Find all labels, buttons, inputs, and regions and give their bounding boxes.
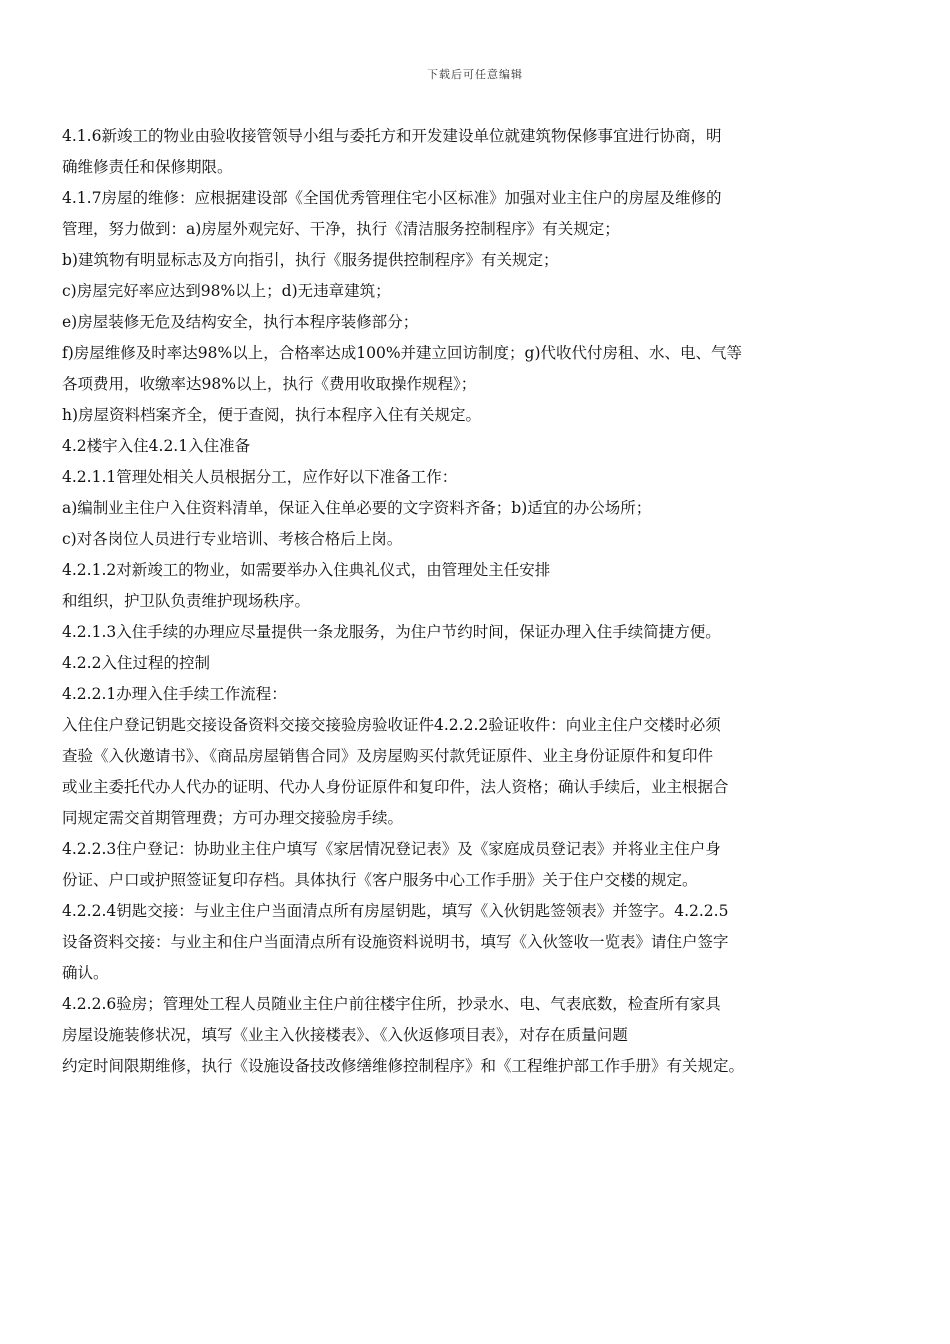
- text-line: 4.2.2入住过程的控制: [62, 654, 210, 672]
- document-body: [62, 121, 900, 1082]
- text-line: 4.1.7房屋的维修：应根据建设部《全国优秀管理住宅小区标准》加强对业主住户的房屋及维修的: [62, 189, 722, 207]
- text-line: 份证、户口或护照签证复印存档。具体执行《客户服务中心工作手册》关于住户交楼的规定。: [62, 871, 698, 889]
- text-line: 4.1.6新竣工的物业由验收接管领导小组与委托方和开发建设单位就建筑物保修事宜进行协商，明: [62, 127, 722, 145]
- text-line: 和组织，护卫队负责维护现场秩序。: [62, 592, 311, 610]
- text-line: 4.2.2.6验房；管理处工程人员随业主住户前往楼宇住所，抄录水、电、气表底数，检查所有家具: [62, 995, 721, 1013]
- text-line: f)房屋维修及时率达98%以上，合格率达成100%并建立回访制度；g)代收代付房租、水、电、气等: [62, 344, 743, 362]
- text-line: 管理，努力做到：a)房屋外观完好、干净，执行《清洁服务控制程序》有关规定；: [62, 220, 620, 238]
- text-line: 确认。: [62, 964, 109, 982]
- text-line: 4.2.2.3住户登记：协助业主住户填写《家居情况登记表》及《家庭成员登记表》并将业主住户身: [62, 840, 721, 858]
- text-line: 查验《入伙邀请书》、《商品房屋销售合同》及房屋购买付款凭证原件、业主身份证原件和复印件: [62, 747, 714, 765]
- text-line: 4.2.1.1管理处相关人员根据分工，应作好以下准备工作：: [62, 468, 458, 486]
- text-line: 4.2.1.3入住手续的办理应尽量提供一条龙服务，为住户节约时间，保证办理入住手续简捷方便。: [62, 623, 721, 641]
- text-line: 确维修责任和保修期限。: [62, 158, 233, 176]
- text-line: 4.2.2.1办理入住手续工作流程：: [62, 685, 287, 703]
- text-line: 同规定需交首期管理费；方可办理交接验房手续。: [62, 809, 404, 827]
- text-line: 设备资料交接：与业主和住户当面清点所有设施资料说明书，填写《入伙签收一览表》请住户签字: [62, 933, 729, 951]
- text-line: 各项费用，收缴率达98%以上，执行《费用收取操作规程》；: [62, 375, 477, 393]
- text-line: b)建筑物有明显标志及方向指引，执行《服务提供控制程序》有关规定；: [62, 251, 559, 269]
- page-header: 下载后可任意编辑: [427, 68, 523, 81]
- text-line: c)对各岗位人员进行专业培训、考核合格后上岗。: [62, 530, 403, 548]
- text-line: 入住住户登记钥匙交接设备资料交接交接验房验收证件4.2.2.2验证收件：向业主住户交楼时必须: [62, 716, 721, 734]
- text-line: 房屋设施装修状况，填写《业主入伙接楼表》、《入伙返修项目表》，对存在质量问题: [62, 1026, 628, 1044]
- text-line: e)房屋装修无危及结构安全，执行本程序装修部分；: [62, 313, 419, 331]
- text-line: c)房屋完好率应达到98%以上；d)无违章建筑；: [62, 282, 391, 300]
- text-line: a)编制业主住户入住资料清单，保证入住单必要的文字资料齐备；b)适宜的办公场所；: [62, 499, 652, 517]
- text-line: 约定时间限期维修，执行《设施设备技改修缮维修控制程序》和《工程维护部工作手册》有关规定。: [62, 1057, 745, 1075]
- text-line: 或业主委托代办人代办的证明、代办人身份证原件和复印件，法人资格；确认手续后，业主根据合: [62, 778, 729, 796]
- text-line: 4.2楼宇入住4.2.1入住准备: [62, 437, 251, 455]
- text-line: 4.2.2.4钥匙交接：与业主住户当面清点所有房屋钥匙，填写《入伙钥匙签领表》并签字。4.2.2.5: [62, 902, 729, 920]
- text-line: 4.2.1.2对新竣工的物业，如需要举办入住典礼仪式，由管理处主任安排: [62, 561, 551, 579]
- text-line: h)房屋资料档案齐全，便于查阅，执行本程序入住有关规定。: [62, 406, 482, 424]
